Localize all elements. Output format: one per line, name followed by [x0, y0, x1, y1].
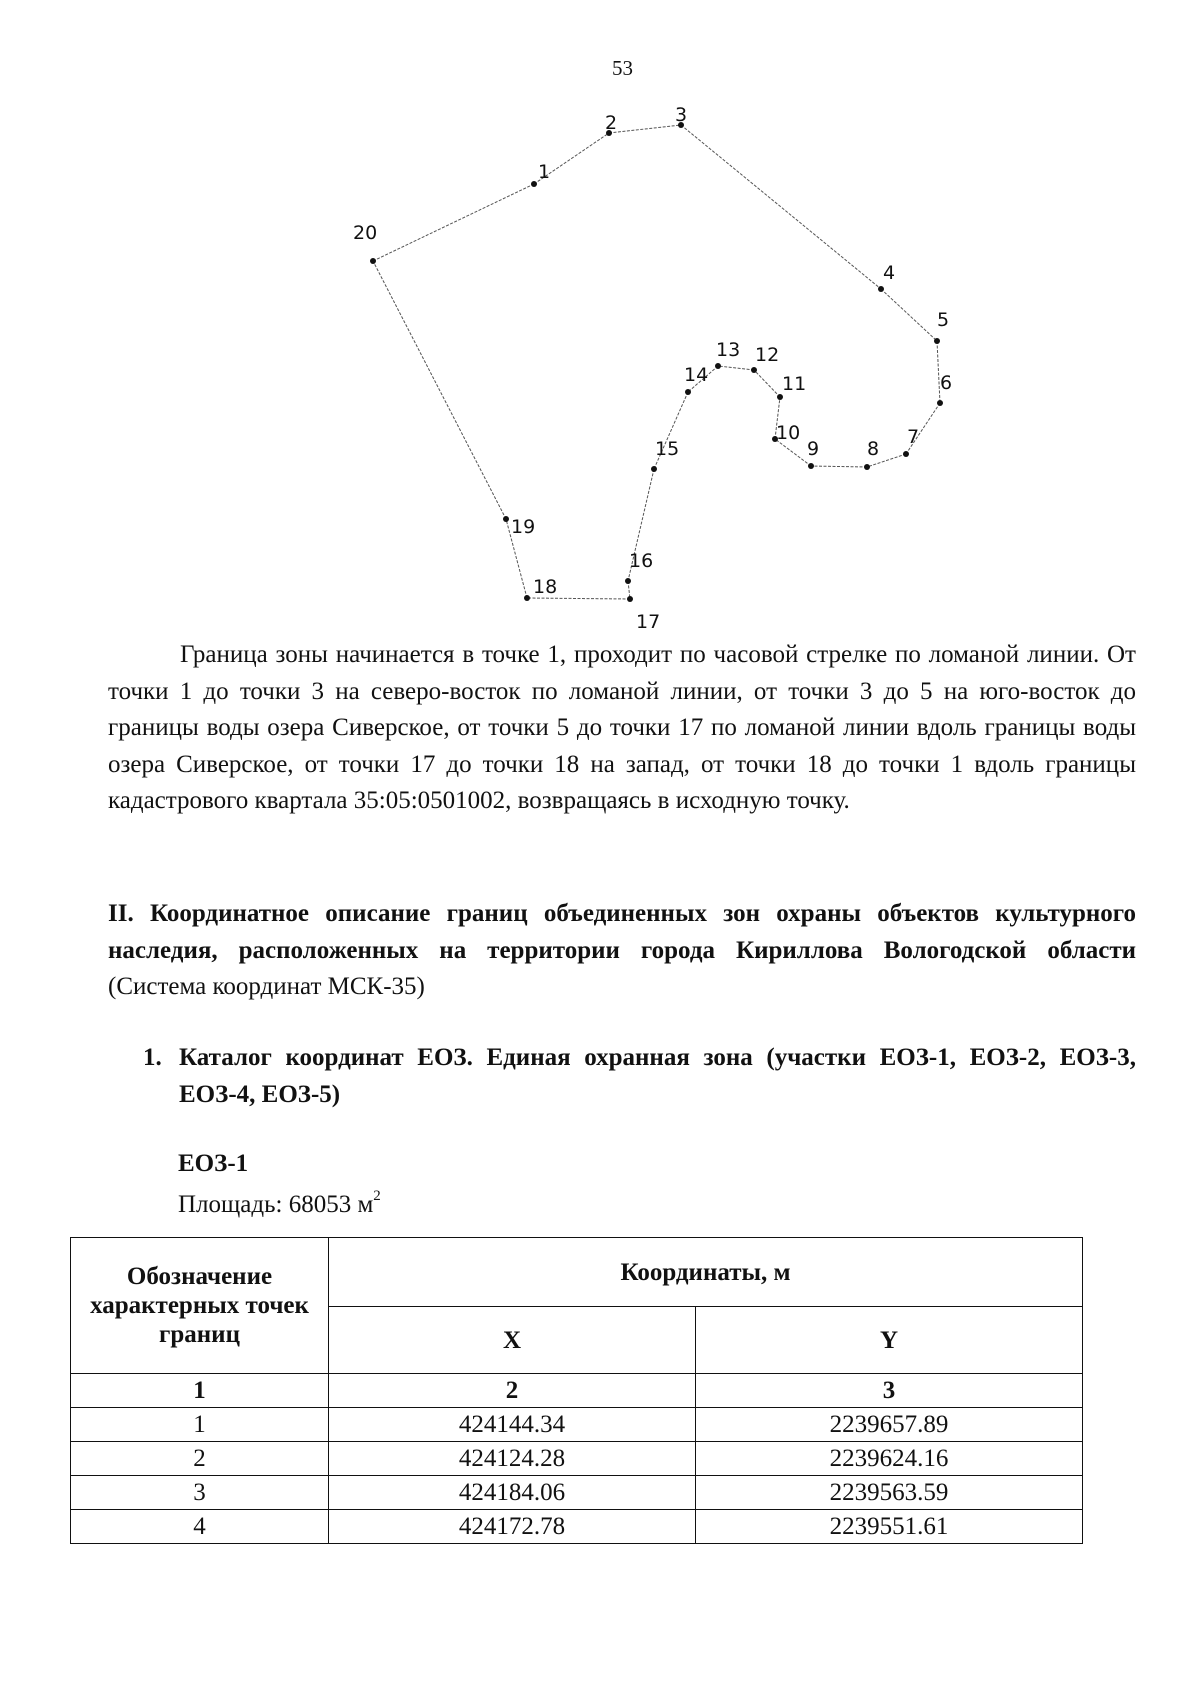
point-number: 3: [71, 1476, 329, 1510]
boundary-point-marker: [808, 463, 814, 469]
boundary-segment: [373, 261, 506, 519]
boundary-point-label: 7: [907, 426, 920, 448]
boundary-point-marker: [625, 578, 631, 584]
zone-description-text: Граница зоны начинается в точке 1, проходит по часовой стрелке по ломаной линии. От точки 1 до точки 3 на северо-восток по ломаной линии, от точки 3 до 5 на юго-восток до границы воды озера Сиверское, от точки 5 до точки 17 по ломаной линии вдоль границы воды озера Сиверское, от точки 17 до точки 18 на запад, от точки 18 до точки 1 вдоль границы кадастрового квартала 35:05:0501002, возвращаясь в исходную точку.: [108, 641, 1136, 814]
section-heading: [108, 896, 1136, 1006]
boundary-point-label: 3: [675, 104, 688, 126]
zone-area-unit-exponent: 2: [373, 1188, 381, 1204]
table-row: [71, 1408, 1083, 1442]
boundary-point-marker: [685, 389, 691, 395]
point-number: 1: [71, 1408, 329, 1442]
catalog-number: 1.: [143, 1044, 162, 1071]
column-index-row: [71, 1374, 1083, 1408]
boundary-segment: [609, 125, 681, 133]
boundary-point-label: 4: [883, 262, 896, 284]
boundary-point-label: 12: [755, 344, 780, 366]
header-x: X: [329, 1307, 696, 1374]
boundary-segment: [373, 184, 534, 261]
boundary-point-marker: [937, 400, 943, 406]
header-point-designation: Обозначение характерных точек границ: [71, 1238, 329, 1374]
coordinates-table: [70, 1237, 1083, 1544]
boundary-point-marker: [751, 367, 757, 373]
boundary-segment: [527, 598, 630, 599]
coord-x: 424124.28: [329, 1442, 696, 1476]
boundary-plan-diagram: [0, 0, 1200, 640]
boundary-point-marker: [531, 181, 537, 187]
table-row: [71, 1442, 1083, 1476]
boundary-point-label: 15: [655, 438, 680, 460]
boundary-point-label: 1: [538, 161, 551, 183]
section-heading-coordinate-system: (Система координат МСК-35): [108, 973, 425, 1000]
coord-y: 2239563.59: [696, 1476, 1083, 1510]
column-index: 1: [71, 1374, 329, 1408]
coord-x: 424144.34: [329, 1408, 696, 1442]
boundary-point-marker: [503, 516, 509, 522]
boundary-point-marker: [903, 451, 909, 457]
column-index: 2: [329, 1374, 696, 1408]
boundary-point-label: 18: [533, 576, 558, 598]
boundary-point-marker: [864, 464, 870, 470]
boundary-point-label: 6: [940, 372, 953, 394]
coord-x: 424172.78: [329, 1510, 696, 1544]
boundary-point-label: 20: [353, 222, 378, 244]
boundary-point-marker: [878, 286, 884, 292]
boundary-segment: [681, 125, 881, 289]
zone-title: ЕОЗ-1: [178, 1150, 249, 1177]
catalog-title: Каталог координат ЕОЗ. Единая охранная зона (участки ЕОЗ-1, ЕОЗ-2, ЕОЗ-3, ЕОЗ-4, ЕОЗ-5): [179, 1044, 1136, 1108]
header-coordinates: Координаты, м: [329, 1238, 1083, 1307]
boundary-point-label: 16: [629, 550, 654, 572]
boundary-segment: [718, 366, 754, 370]
header-y: Y: [696, 1307, 1083, 1374]
boundary-polyline: [373, 125, 940, 599]
boundary-segment: [811, 466, 867, 467]
boundary-point-label: 8: [867, 438, 880, 460]
boundary-segment: [881, 289, 937, 341]
boundary-point-marker: [715, 363, 721, 369]
coord-y: 2239624.16: [696, 1442, 1083, 1476]
table-row: [71, 1476, 1083, 1510]
boundary-point-label: 14: [684, 364, 709, 386]
boundary-point-marker: [370, 258, 376, 264]
page-number: 53: [612, 56, 633, 80]
boundary-point-label: 19: [511, 516, 536, 538]
boundary-point-marker: [934, 338, 940, 344]
point-number: 2: [71, 1442, 329, 1476]
table-row: [71, 1510, 1083, 1544]
boundary-points: [353, 104, 952, 633]
point-number: 4: [71, 1510, 329, 1544]
zone-description-paragraph: [108, 637, 1136, 820]
boundary-point-label: 10: [776, 422, 801, 444]
boundary-segment: [754, 370, 780, 397]
coord-y: 2239657.89: [696, 1408, 1083, 1442]
boundary-point-label: 2: [605, 112, 618, 134]
boundary-point-marker: [651, 466, 657, 472]
boundary-point-marker: [627, 596, 633, 602]
boundary-point-label: 5: [937, 309, 950, 331]
zone-area: [178, 1188, 381, 1219]
boundary-point-label: 17: [636, 611, 661, 633]
catalog-heading: [143, 1040, 1136, 1113]
boundary-point-marker: [524, 595, 530, 601]
coord-y: 2239551.61: [696, 1510, 1083, 1544]
coord-x: 424184.06: [329, 1476, 696, 1510]
boundary-point-label: 13: [716, 339, 741, 361]
boundary-point-label: 9: [807, 438, 820, 460]
section-heading-bold: II. Координатное описание границ объединенных зон охраны объектов культурного наследия, расположенных на территории города Кириллова Вологодской области: [108, 900, 1136, 964]
zone-area-label: Площадь: 68053 м: [178, 1191, 374, 1218]
boundary-point-label: 11: [782, 373, 807, 395]
column-index: 3: [696, 1374, 1083, 1408]
